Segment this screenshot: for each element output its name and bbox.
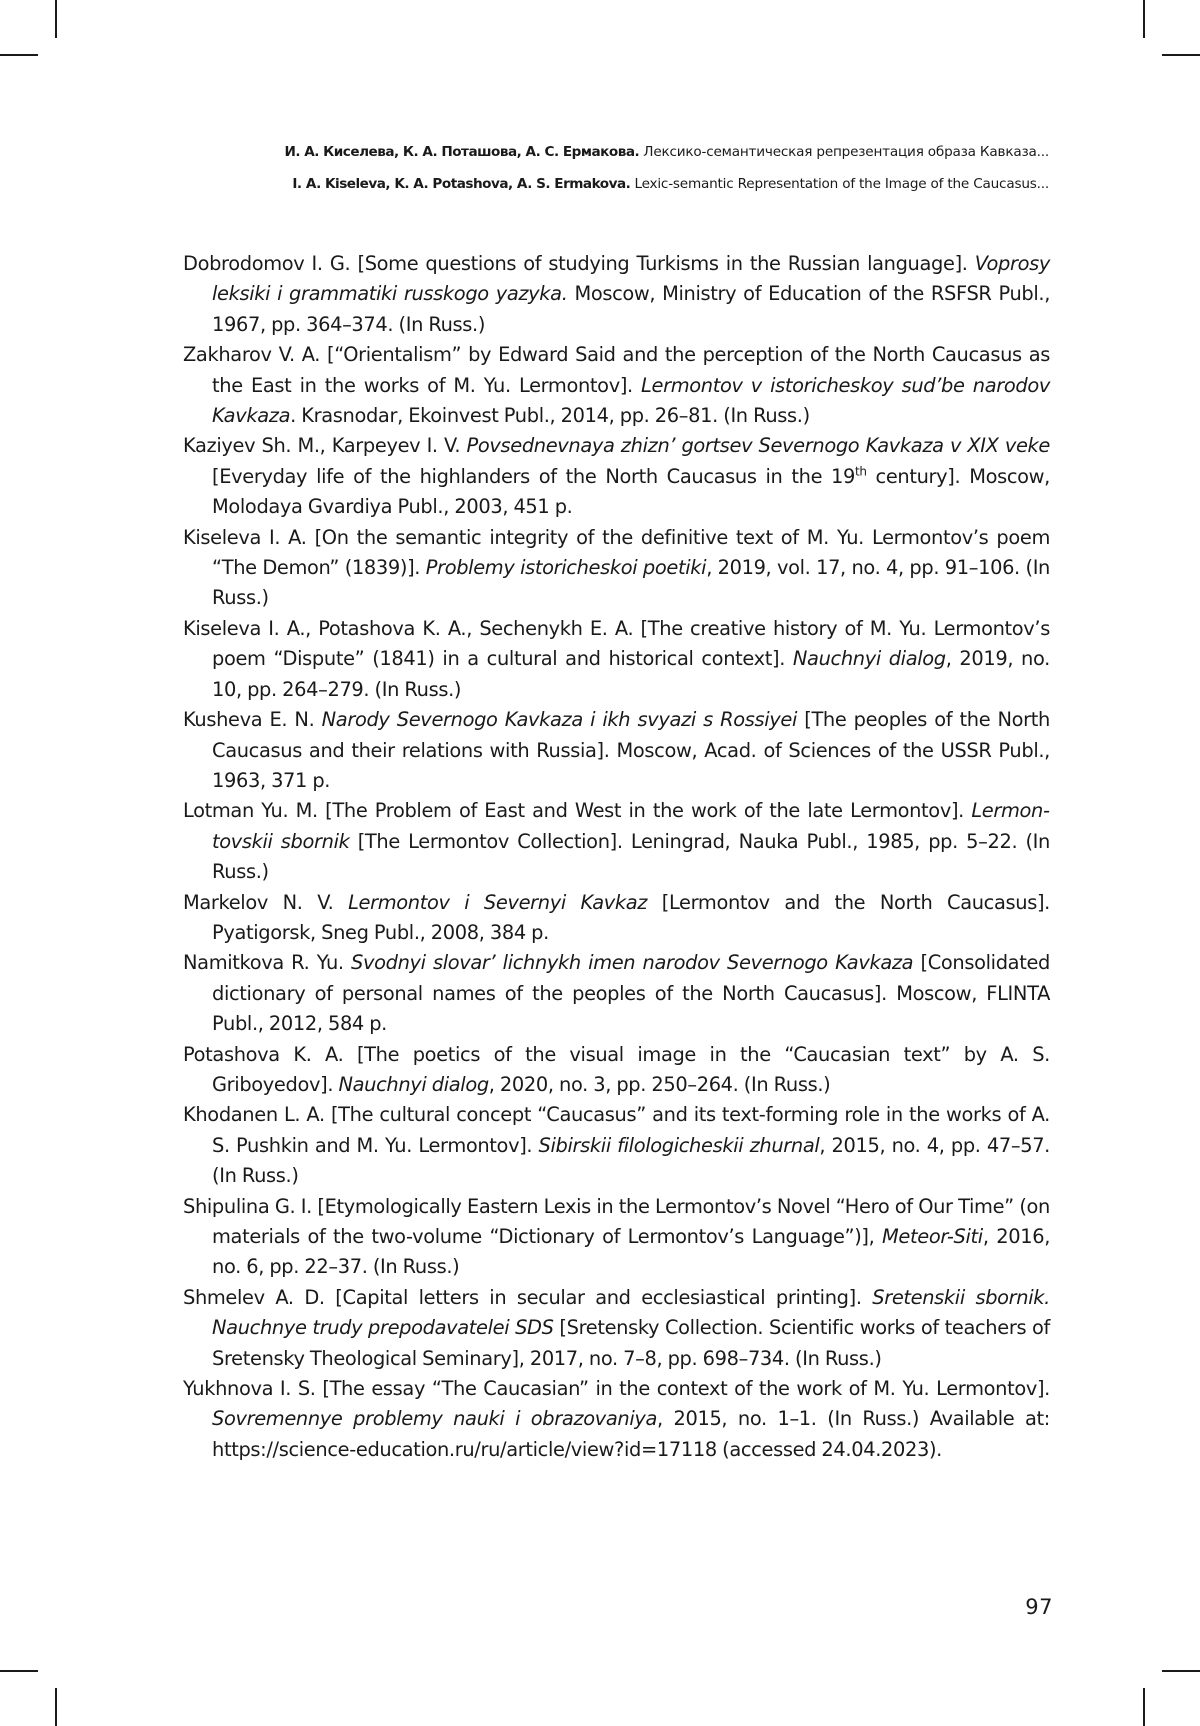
reference-entry [183, 249, 1050, 340]
reference-source-title: Lermontovskii sbornik [212, 799, 1050, 853]
crop-mark-top-left-vertical [55, 0, 57, 38]
reference-entry [183, 1283, 1050, 1374]
reference-source-title: Narody Severnogo Kavkaza i ikh svyazi s Rossiyei [321, 708, 797, 732]
reference-entry [183, 705, 1050, 796]
reference-text: [Lermontov and the North Caucasus]. Pyatigorsk, Sneg Publ., 2008, 384 p. [212, 890, 1050, 944]
header-ru-authors: И. А. Киселева, К. А. Поташова, А. С. Ермакова. [284, 144, 640, 160]
reference-text: [Consolidated dictionary of personal names of the peoples of the North Caucasus]. Moscow, FLINTA Publ., 2012, 584 p. [212, 951, 1050, 1036]
reference-entry [183, 431, 1050, 522]
crop-mark-top-right-horizontal [1162, 54, 1200, 56]
crop-mark-bottom-right-horizontal [1162, 1670, 1200, 1672]
reference-text: Namitkova R. Yu. [183, 951, 352, 975]
reference-source-title: Sibirskii filologicheskii zhurnal [538, 1133, 820, 1157]
reference-source-title: Svodnyi slovar’ lichnykh imen narodov Severnogo Kavkaza [351, 951, 914, 975]
reference-entry [183, 1374, 1050, 1465]
header-en-line [69, 168, 1049, 200]
reference-text: , 2019, vol. 17, no. 4, pp. 91–106. (In Russ.) [212, 556, 1050, 610]
page-number: 97 [1025, 1595, 1053, 1619]
reference-source-title: Meteor-Siti [882, 1225, 983, 1248]
reference-text: Kiseleva I. A. [On the semantic integrity of the definitive text of M. Yu. Lermontov’s poem “The Demon” (1839)]. [183, 525, 1050, 580]
crop-mark-bottom-left-horizontal [0, 1670, 38, 1672]
reference-source-title: Problemy istoricheskoi poetiki [425, 556, 707, 580]
reference-superscript: th [855, 464, 867, 479]
reference-text: Kusheva E. N. [183, 708, 322, 732]
reference-text: Kiseleva I. A., Potashova K. A., Sechenykh E. A. [The creative history of M. Yu. Lermontov’s poem “Dispute” (1841) in a cultural and historical context]. [183, 616, 1050, 671]
reference-source-title: Povsednevnaya zhizn’ gortsev Severnogo Kavkaza v XIX veke [466, 434, 1050, 458]
header-en-authors: I. A. Kiseleva, K. A. Potashova, A. S. Ermakova. [292, 176, 631, 192]
reference-entry [183, 796, 1050, 887]
crop-mark-top-right-vertical [1143, 0, 1145, 38]
crop-mark-bottom-left-vertical [55, 1688, 57, 1726]
reference-text: Khodanen L. A. [The cultural concept “Caucasus” and its text-forming role in the works of A. S. Pushkin and M. Yu. Lermontov]. [183, 1103, 1050, 1157]
reference-entry [183, 888, 1050, 949]
crop-mark-top-left-horizontal [0, 54, 38, 56]
reference-entry [183, 1192, 1050, 1283]
reference-text: Kaziyev Sh. M., Karpeyev I. V. [183, 434, 467, 458]
header-en-title: Lexic-semantic Representation of the Image of the Caucasus... [634, 176, 1049, 192]
reference-entry [183, 523, 1050, 614]
reference-text: , 2015, no. 1–1. (In Russ.) Available at: https://science-education.ru/ru/article/view?id=17118 (accessed 24.04.2023). [212, 1407, 1050, 1461]
reference-list [183, 249, 1050, 1465]
crop-mark-bottom-right-vertical [1143, 1688, 1145, 1726]
reference-source-title: Lermontov i Severnyi Kavkaz [348, 890, 648, 914]
reference-text: [Sretensky Collection. Scientific works of teachers of Sretensky Theological Seminary], 2017, no. 7–8, pp. 698–734. (In Russ.) [212, 1316, 1050, 1370]
reference-entry [183, 1100, 1050, 1191]
reference-entry [183, 1040, 1050, 1101]
reference-text: Dobrodomov I. G. [Some questions of studying Turkisms in the Russian language]. [183, 252, 975, 275]
reference-text: century]. Moscow, Molodaya Gvardiya Publ., 2003, 451 p. [212, 464, 1050, 519]
reference-source-title: Sovremennye problemy nauki i obrazovaniya [212, 1407, 658, 1431]
reference-text: Potashova K. A. [The poetics of the visual image in the “Caucasian text” by A. S. Griboyedov]. [183, 1042, 1050, 1096]
reference-text: Moscow, Ministry of Education of the RSFSR Publ., 1967, pp. 364–374. (In Russ.) [212, 282, 1051, 336]
reference-source-title: Nauchnyi dialog [338, 1072, 489, 1096]
reference-text: Yukhnova I. S. [The essay “The Caucasian” in the context of the work of M. Yu. Lermontov]. [183, 1377, 1050, 1401]
reference-text: [The peoples of the North Caucasus and their relations with Russia]. Moscow, Acad. of Sciences of the USSR Publ., 1963, 371 p. [212, 708, 1050, 792]
header-ru-line [69, 136, 1049, 168]
reference-text: Shmelev A. D. [Capital letters in secular and ecclesiastical printing]. [183, 1285, 873, 1309]
reference-source-title: Nauchnyi dialog [792, 647, 946, 671]
reference-text: Markelov N. V. [183, 890, 349, 914]
reference-text: . Krasnodar, Ekoinvest Publ., 2014, pp. 26–81. (In Russ.) [290, 404, 810, 428]
reference-entry [183, 948, 1050, 1039]
reference-text: [The Lermontov Collection]. Leningrad, Nauka Publ., 1985, pp. 5–22. (In Russ.) [212, 829, 1050, 884]
reference-source-title: Lermontov v istoricheskoy sud’be narodov Kavkaza [212, 373, 1050, 428]
reference-source-title: Voprosy leksiki i grammatiki russkogo yazyka. [212, 252, 1050, 306]
reference-entry [183, 340, 1050, 431]
reference-text: Lotman Yu. M. [The Problem of East and West in the work of the late Lermontov]. [183, 799, 972, 823]
reference-text: , 2015, no. 4, pp. 47–57. (In Russ.) [212, 1133, 1050, 1188]
reference-source-title: Sretenskii sbornik. Nauchnye trudy prepodavatelei SDS [212, 1285, 1050, 1340]
reference-text: [Everyday life of the highlanders of the North Caucasus in the 19 [212, 464, 855, 488]
reference-text: , 2016, no. 6, pp. 22–37. (In Russ.) [212, 1225, 1051, 1279]
reference-text: , 2020, no. 3, pp. 250–264. (In Russ.) [488, 1072, 831, 1096]
header-ru-title: Лексико-семантическая репрезентация образа Кавказа... [643, 144, 1049, 160]
reference-text: Shipulina G. I. [Etymologically Eastern Lexis in the Lermontov’s Novel “Hero of Our Time” (on materials of the two-volume “Dictionary of Lermontov’s Language”)], [183, 1194, 1050, 1248]
reference-text: Zakharov V. A. [“Orientalism” by Edward Said and the perception of the North Caucasus as the East in the works of M. Yu. Lermontov]. [183, 343, 1050, 397]
running-header [69, 136, 1049, 200]
reference-text: , 2019, no. 10, pp. 264–279. (In Russ.) [212, 647, 1050, 701]
reference-entry [183, 614, 1050, 705]
